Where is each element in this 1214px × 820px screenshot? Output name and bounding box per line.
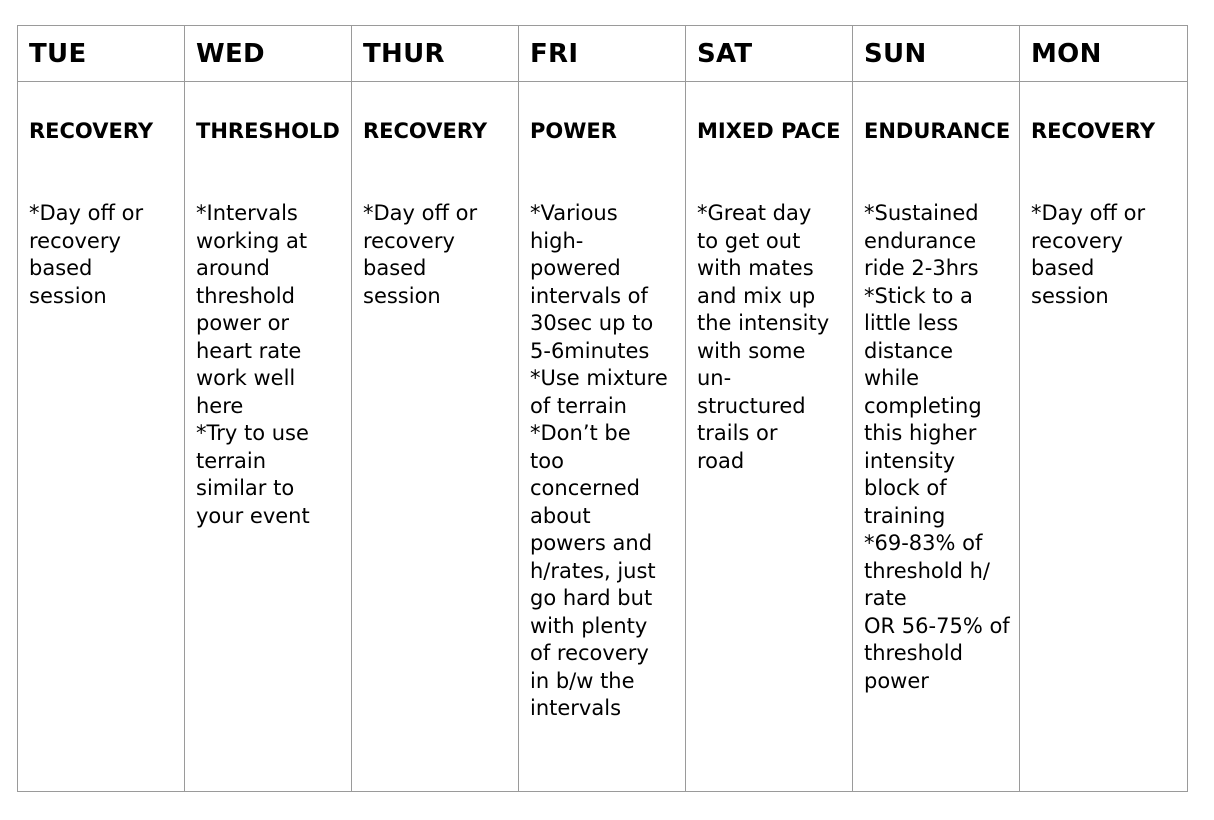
session-note-line: *Day off or [29, 201, 144, 225]
session-note-line: intervals [530, 696, 622, 720]
day-header-thur [352, 26, 519, 82]
session-note-line: recovery [363, 228, 455, 253]
session-note-line: *Use mixture [530, 366, 668, 390]
session-notes [864, 200, 1013, 695]
session-note-line: block of [864, 476, 947, 500]
session-note-line: structured [697, 393, 806, 418]
session-note-line: go hard but [530, 586, 653, 610]
session-note-line: similar to [196, 476, 295, 500]
day-label: SAT [697, 38, 753, 69]
day-body-mon [1020, 82, 1187, 791]
session-note-line: *Don’t be [530, 421, 631, 445]
session-note-line: in b/w the [530, 668, 635, 693]
day-body-tue [18, 82, 185, 791]
session-note-line: power [864, 668, 929, 693]
session-note-line: endurance [864, 228, 977, 253]
session-note-line: h/rates, just [530, 558, 656, 583]
session-note-line: concerned [530, 476, 640, 500]
day-header-wed [185, 26, 352, 82]
session-note-line: based [29, 256, 93, 280]
session-note-line: high- [530, 228, 584, 253]
session-note-line: power or [196, 311, 290, 335]
session-note-line: around [196, 256, 270, 280]
day-label: WED [196, 38, 265, 69]
session-note-line: session [363, 283, 441, 308]
session-notes [697, 200, 846, 475]
day-label: MON [1031, 38, 1102, 69]
session-note-line: *Day off or [1031, 201, 1146, 225]
session-note-line: powered [530, 256, 621, 280]
session-note-line: threshold h/ [864, 558, 990, 583]
session-note-line: heart rate [196, 338, 302, 363]
session-note-line: too [530, 448, 564, 473]
session-note-line: working at [196, 228, 308, 253]
session-note-line: based [363, 256, 427, 280]
day-body-thur [352, 82, 519, 791]
session-note-line: *Sustained [864, 201, 979, 225]
session-note-line: here [196, 393, 244, 418]
session-note-line: 5-6minutes [530, 338, 650, 363]
session-note-line: terrain [196, 448, 267, 473]
day-header-mon [1020, 26, 1187, 82]
session-note-line: session [1031, 283, 1109, 308]
session-notes [530, 200, 679, 723]
day-body-sat [686, 82, 853, 791]
session-type: POWER [530, 119, 617, 143]
session-note-line: based [1031, 256, 1095, 280]
session-note-line: distance [864, 338, 953, 363]
session-note-line: threshold [864, 641, 963, 665]
day-label: FRI [530, 38, 579, 69]
training-schedule-table [17, 25, 1188, 792]
session-note-line: the intensity [697, 311, 830, 335]
day-label: TUE [29, 38, 87, 69]
session-note-line: about [530, 503, 591, 528]
day-body-sun [853, 82, 1020, 791]
session-note-line: road [697, 448, 745, 473]
session-note-line: 30sec up to [530, 311, 654, 335]
session-note-line: *Stick to a [864, 283, 973, 308]
day-body-fri [519, 82, 686, 791]
session-note-line: with some [697, 338, 806, 363]
day-body-wed [185, 82, 352, 791]
session-note-line: completing [864, 393, 982, 418]
day-header-sat [686, 26, 853, 82]
session-note-line: with mates [697, 256, 814, 280]
session-type: RECOVERY [1031, 119, 1156, 143]
session-notes [363, 200, 512, 310]
session-note-line: and mix up [697, 283, 816, 308]
session-note-line: *69-83% of [864, 531, 983, 555]
session-note-line: OR 56-75% of [864, 613, 1010, 638]
day-label: THUR [363, 38, 445, 69]
session-note-line: *Day off or [363, 201, 478, 225]
day-header-tue [18, 26, 185, 82]
session-note-line: this higher [864, 421, 977, 445]
day-header-fri [519, 26, 686, 82]
session-note-line: threshold [196, 283, 295, 308]
session-note-line: to get out [697, 228, 801, 253]
session-type: RECOVERY [363, 119, 488, 143]
session-type: MIXED PACE [697, 119, 841, 143]
session-notes [196, 200, 345, 530]
session-note-line: recovery [1031, 228, 1123, 253]
session-note-line: training [864, 503, 946, 528]
session-notes [1031, 200, 1181, 310]
session-type: RECOVERY [29, 119, 154, 143]
session-notes [29, 200, 178, 310]
session-note-line: your event [196, 503, 310, 528]
session-note-line: *Intervals [196, 201, 298, 225]
session-note-line: powers and [530, 531, 653, 555]
session-note-line: ride 2-3hrs [864, 256, 979, 280]
session-note-line: work well [196, 366, 296, 390]
session-note-line: of recovery [530, 641, 649, 665]
session-note-line: with plenty [530, 613, 648, 638]
session-note-line: intensity [864, 448, 956, 473]
session-note-line: recovery [29, 228, 121, 253]
session-note-line: *Try to use [196, 421, 309, 445]
session-note-line: *Various [530, 201, 618, 225]
session-note-line: intervals of [530, 283, 648, 308]
session-note-line: un- [697, 366, 732, 390]
session-note-line: session [29, 283, 107, 308]
day-header-sun [853, 26, 1020, 82]
session-note-line: little less [864, 311, 959, 335]
session-note-line: rate [864, 586, 907, 610]
session-note-line: trails or [697, 421, 778, 445]
session-note-line: of terrain [530, 393, 627, 418]
session-type: ENDURANCE [864, 119, 1011, 143]
day-label: SUN [864, 38, 927, 69]
session-note-line: *Great day [697, 201, 812, 225]
session-note-line: while [864, 366, 920, 390]
session-type: THRESHOLD [196, 119, 340, 143]
